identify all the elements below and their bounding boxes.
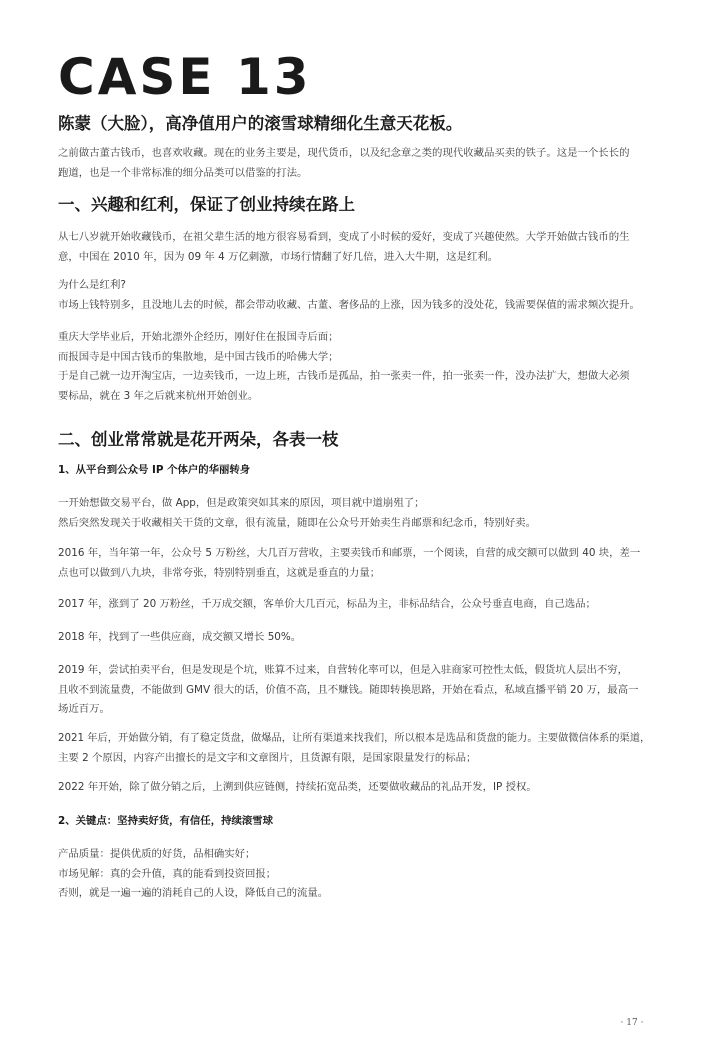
- paragraph: [58, 595, 656, 615]
- text-line: 产品质量：提供优质的好货，品相确实好；: [58, 848, 256, 860]
- text-line: 于是自己就一边开淘宝店，一边卖钱币，一边上班，古钱币是孤品，拍一张卖一件，拍一张卖一件，没办法扩大，想做大必须: [58, 370, 630, 382]
- paragraph: [58, 845, 656, 904]
- text-line: 为什么是红利?: [58, 279, 126, 291]
- paragraph: [58, 228, 656, 267]
- paragraph: [58, 276, 656, 315]
- text-line: 从七八岁就开始收藏钱币，在祖父辈生活的地方很容易看到，变成了小时候的爱好，变成了兴趣使然。大学开始做古钱币的生: [58, 231, 630, 243]
- case-subtitle: 陈蒙（大脸），高净值用户的滚雪球精细化生意天花板。: [58, 114, 463, 133]
- section-heading: 二、创业常常就是花开两朵，各表一枝: [58, 430, 339, 449]
- text-line: 场近百万。: [58, 703, 110, 715]
- paragraph: [58, 494, 656, 533]
- text-line: 2019 年，尝试拍卖平台，但是发现是个坑，账算不过来，自营转化率可以，但是入驻商家可控性太低，假货坑人层出不穷，: [58, 664, 629, 676]
- paragraph: [58, 729, 656, 768]
- text-line: 且收不到流量费，不能做到 GMV 很大的话，价值不高，且不赚钱。随即转换思路，开始在看点，私域直播平销 20 万，最高一: [58, 683, 639, 696]
- text-line: 2018 年，找到了一些供应商，成交额又增长 50%。: [58, 631, 302, 643]
- text-line: 2016 年，当年第一年，公众号 5 万粉丝，大几百万营收，主要卖钱币和邮票，一个阅读，自营的成交额可以做到 40 块，差一: [58, 547, 641, 559]
- text-line: 要标品，就在 3 年之后就来杭州开始创业。: [58, 389, 259, 402]
- text-line: 跑道，也是一个非常标准的细分品类可以借鉴的打法。: [58, 166, 308, 179]
- case-title: CASE 13: [58, 48, 312, 106]
- section-heading: 一、兴趣和红利，保证了创业持续在路上: [58, 195, 355, 214]
- text-line: 意，中国在 2010 年，因为 09 年 4 万亿刺激，市场行情翻了好几倍，进入大牛期，这是红利。: [58, 250, 499, 263]
- paragraph: [58, 628, 656, 648]
- text-line: 市场上钱特别多，且没地儿去的时候，都会带动收藏、古董、奢侈品的上涨，因为钱多的没处花，钱需要保值的需求频次提升。: [58, 298, 640, 311]
- text-line: 然后突然发现关于收藏相关干货的文章，很有流量，随即在公众号开始卖生肖邮票和纪念币，特别好卖。: [58, 516, 536, 529]
- subsection-heading: 1、从平台到公众号 IP 个体户的华丽转身: [58, 464, 251, 476]
- paragraph: [58, 661, 656, 720]
- paragraph: [58, 778, 656, 798]
- text-line: 之前做古董古钱币，也喜欢收藏。现在的业务主要是，现代货币，以及纪念章之类的现代收藏品买卖的铁子。这是一个长长的: [58, 147, 630, 159]
- text-line: 2021 年后，开始做分销，有了稳定货盘，做爆品，让所有渠道来找我们，所以根本是选品和货盘的能力。主要做微信体系的渠道，: [58, 732, 651, 744]
- paragraph: [58, 328, 656, 406]
- text-line: 市场见解：真的会升值，真的能看到投资回报；: [58, 867, 277, 880]
- text-line: 主要 2 个原因，内容产出擅长的是文字和文章图片，且货源有限，是国家限量发行的标品；: [58, 751, 477, 764]
- text-line: 一开始想做交易平台，做 App，但是政策突如其来的原因，项目就中道崩殂了；: [58, 497, 425, 509]
- paragraph: [58, 544, 656, 583]
- text-line: 而报国寺是中国古钱币的集散地，是中国古钱币的哈佛大学；: [58, 350, 339, 363]
- intro-paragraph: [58, 144, 656, 183]
- text-line: 重庆大学毕业后，开始北漂外企经历，刚好住在报国寺后面；: [58, 331, 339, 343]
- page-number: · 17 ·: [620, 1018, 644, 1028]
- text-line: 2022 年开始，除了做分销之后，上溯到供应链侧，持续拓宽品类，还要做收藏品的礼品开发，IP 授权。: [58, 781, 537, 793]
- text-line: 点也可以做到八九块，非常夸张，特别特别垂直，这就是垂直的力量；: [58, 566, 381, 579]
- subsection-heading: 2、关键点：坚持卖好货，有信任，持续滚雪球: [58, 815, 274, 827]
- text-line: 否则，就是一遍一遍的消耗自己的人设，降低自己的流量。: [58, 887, 329, 899]
- text-line: 2017 年，涨到了 20 万粉丝，千万成交额，客单价大几百元，标品为主，非标品结合，公众号垂直电商，自己选品；: [58, 598, 596, 610]
